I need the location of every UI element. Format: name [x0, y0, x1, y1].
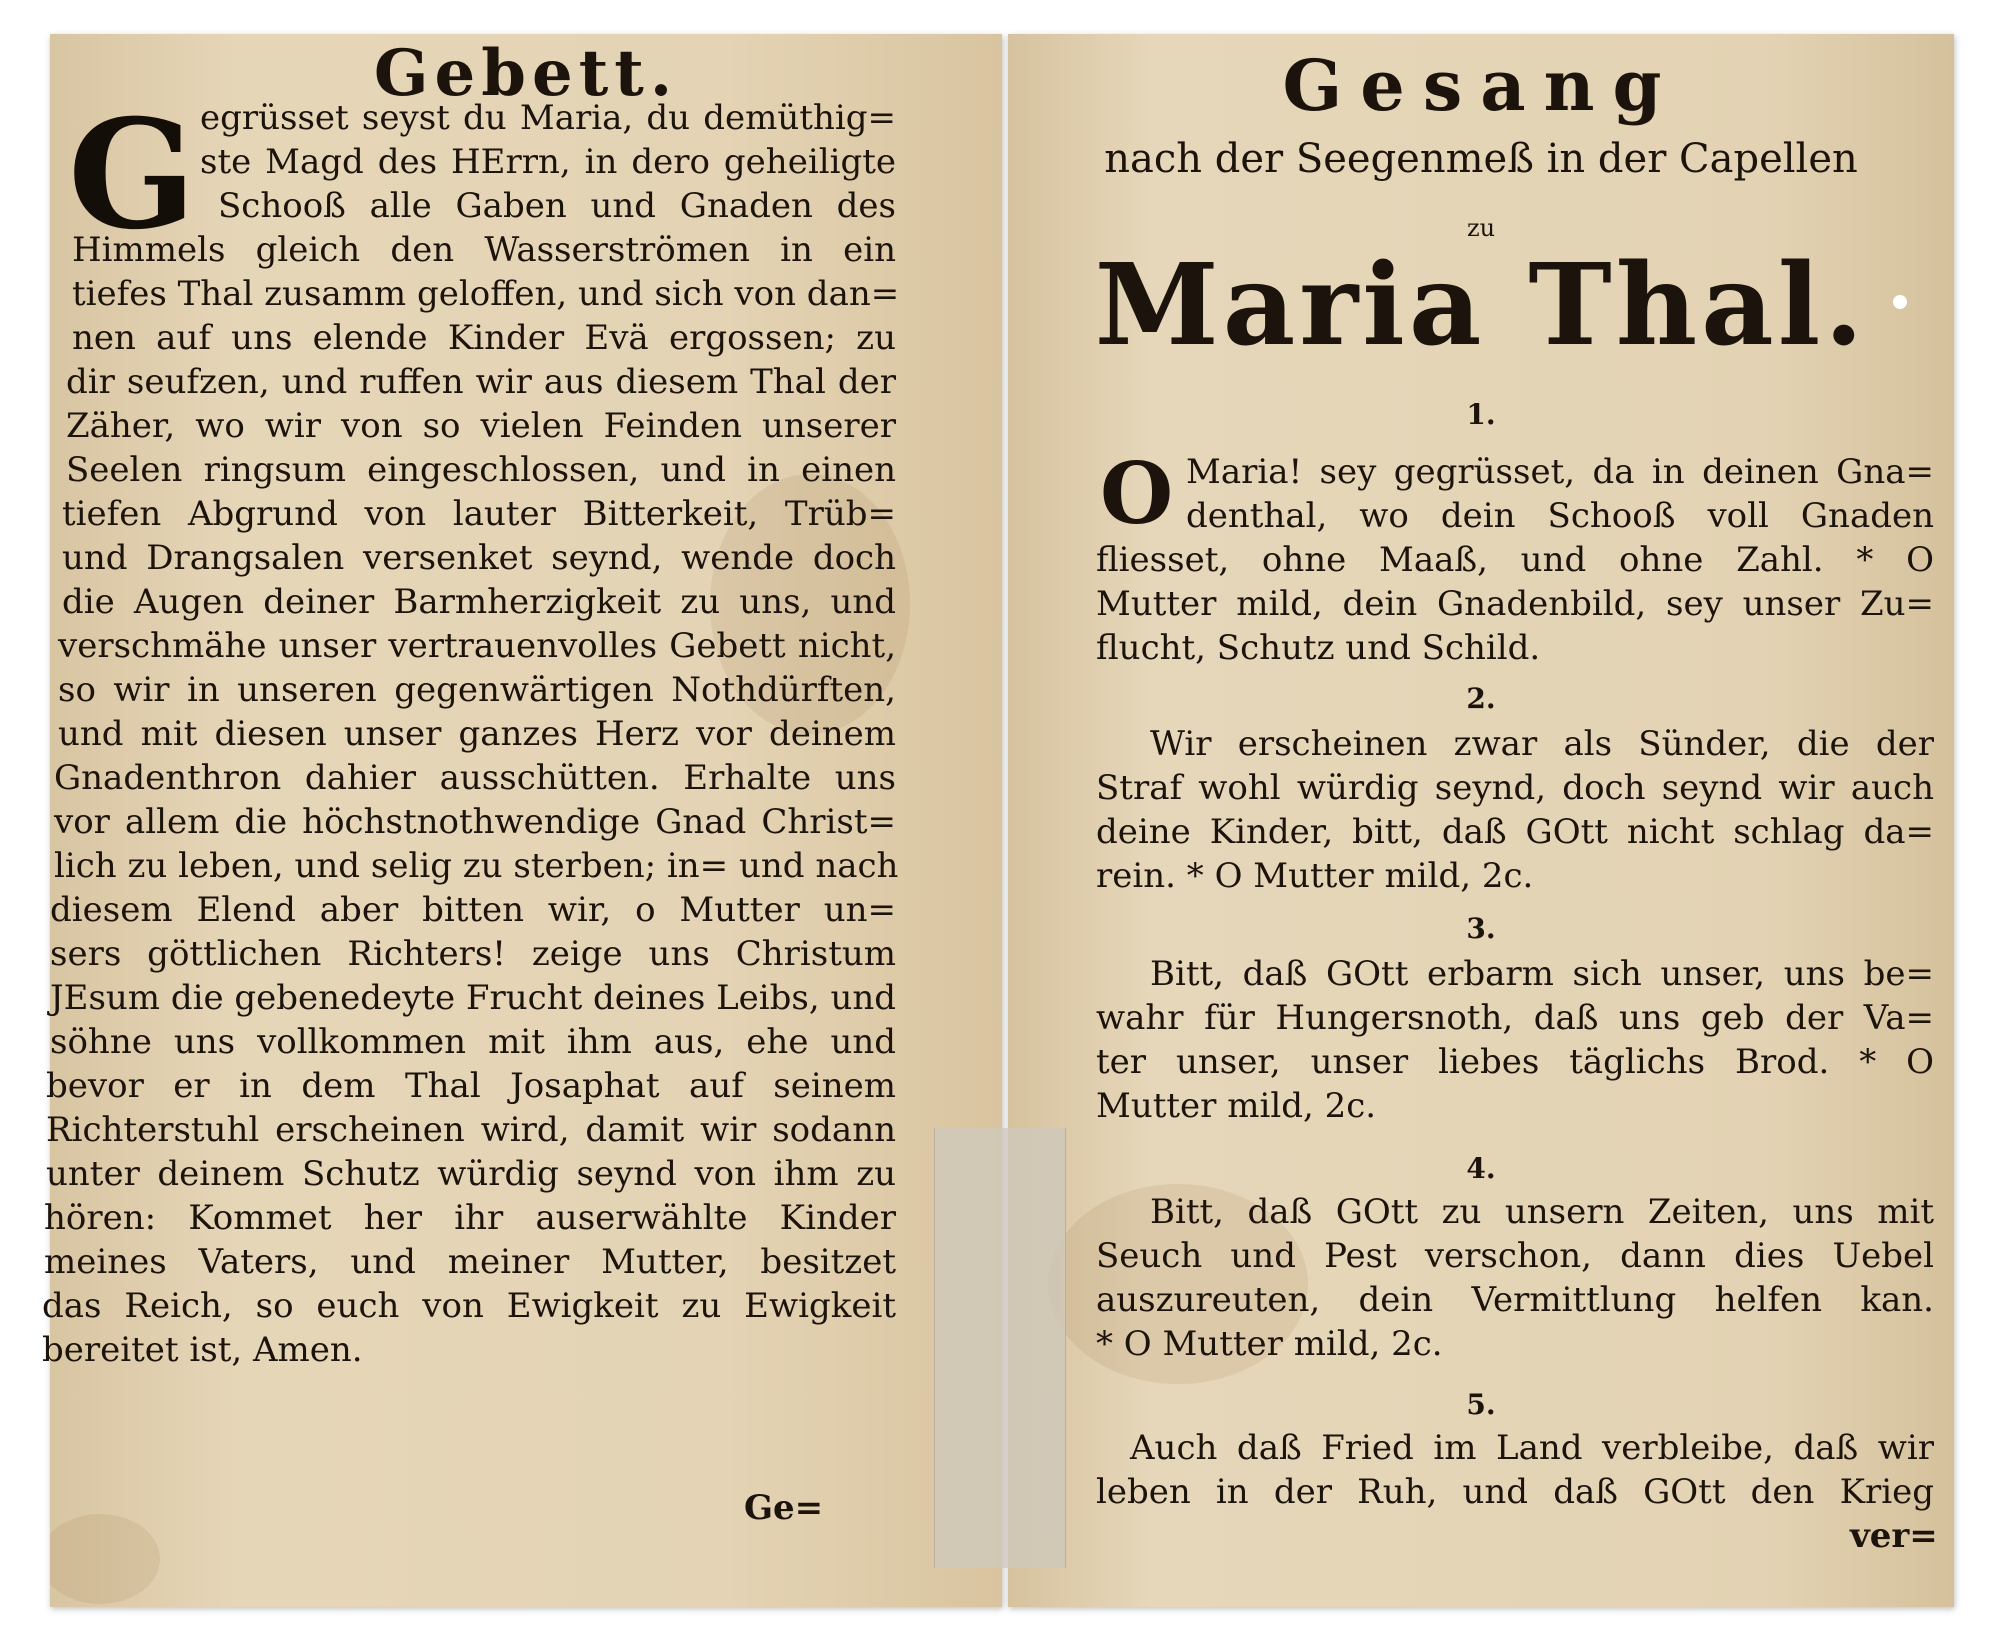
- verse-line: Bitt, daß GOtt erbarm sich unser, uns be=: [1150, 954, 1934, 994]
- text-line: die Augen deiner Barmherzigkeit zu uns, und: [62, 582, 896, 622]
- page-subtitle: nach der Seegenmeß in der Capellen: [1104, 136, 1858, 182]
- text-line: hören: Kommet her ihr auserwählte Kinder: [44, 1198, 896, 1238]
- verse-line: Mutter mild, 2c.: [1096, 1086, 1377, 1126]
- text-line: diesem Elend aber bitten wir, o Mutter un=: [50, 890, 896, 930]
- verse-line: ter unser, unser liebes täglichs Brod. * O: [1096, 1042, 1934, 1082]
- verse-line: auszureuten, dein Vermittlung helfen kan.: [1096, 1280, 1934, 1320]
- verse-line: rein. * O Mutter mild, 2c.: [1096, 856, 1534, 896]
- text-line: tiefen Abgrund von lauter Bitterkeit, Trüb=: [62, 494, 896, 534]
- subtitle-zu: zu: [1466, 214, 1496, 242]
- verse-line: wahr für Hungersnoth, daß uns geb der Va=: [1096, 998, 1934, 1038]
- verse-number: 4.: [1466, 1152, 1496, 1185]
- verse-line: flucht, Schutz und Schild.: [1096, 628, 1541, 668]
- verse-line: denthal, wo dein Schooß voll Gnaden: [1186, 496, 1934, 536]
- text-line: nen auf uns elende Kinder Evä ergossen; zu: [72, 318, 896, 358]
- catchword-right: ver=: [1850, 1516, 1938, 1556]
- verse-line: Straf wohl würdig seynd, doch seynd wir auch: [1096, 768, 1934, 808]
- verse-line: Auch daß Fried im Land verbleibe, daß wir: [1130, 1428, 1934, 1468]
- initial-o: O: [1100, 444, 1174, 543]
- dropcap-initial: G: [67, 87, 197, 263]
- text-line: so wir in unseren gegenwärtigen Nothdürften,: [58, 670, 896, 710]
- text-line: dir seufzen, und ruffen wir aus diesem Thal der: [66, 362, 896, 402]
- text-line-last: bereitet ist, Amen.: [42, 1330, 363, 1370]
- text-line: das Reich, so euch von Ewigkeit zu Ewigkeit: [42, 1286, 896, 1326]
- page-title-gebett: Gebett.: [373, 36, 679, 111]
- text-line: Gnadenthron dahier ausschütten. Erhalte uns: [54, 758, 896, 798]
- text-line: Zäher, wo wir von so vielen Feinden unserer: [66, 406, 896, 446]
- text-line: lich zu leben, und selig zu sterben; in= und nach: [54, 846, 899, 886]
- verse-line: Maria! sey gegrüsset, da in deinen Gna=: [1186, 452, 1934, 492]
- verse-line: Bitt, daß GOtt zu unsern Zeiten, uns mit: [1150, 1192, 1934, 1232]
- verse-number: 5.: [1466, 1388, 1496, 1421]
- verse-line: Seuch und Pest verschon, dann dies Uebel: [1096, 1236, 1934, 1276]
- verse-line: leben in der Ruh, und daß GOtt den Krieg: [1096, 1472, 1934, 1512]
- text-line: und Drangsalen versenket seynd, wende doch: [62, 538, 896, 578]
- text-line: unter deinem Schutz würdig seynd von ihm zu: [46, 1154, 896, 1194]
- page-title-gesang: Gesang: [1282, 44, 1680, 127]
- verse-number: 2.: [1466, 682, 1496, 715]
- text-line: bevor er in dem Thal Josaphat auf seinem: [46, 1066, 896, 1106]
- verse-line: Mutter mild, dein Gnadenbild, sey unser Zu=: [1096, 584, 1934, 624]
- verse-number: 1.: [1466, 398, 1496, 431]
- text-line: sers göttlichen Richters! zeige uns Christum: [50, 934, 896, 974]
- text-line: Himmels gleich den Wasserströmen in ein: [72, 230, 896, 270]
- verse-line: Wir erscheinen zwar als Sünder, die der: [1150, 724, 1934, 764]
- catchword-left: Ge=: [744, 1488, 824, 1528]
- text-line: Seelen ringsum eingeschlossen, und in einen: [66, 450, 896, 490]
- verse-line: * O Mutter mild, 2c.: [1096, 1324, 1443, 1364]
- text-line: egrüsset seyst du Maria, du demüthig=: [200, 98, 896, 138]
- verse-line: deine Kinder, bitt, daß GOtt nicht schlag da=: [1096, 812, 1934, 852]
- text-line: ste Magd des HErrn, in dero geheiligte: [200, 142, 896, 182]
- text-line: verschmähe unser vertrauenvolles Gebett nicht,: [58, 626, 896, 666]
- verse-line: fliesset, ohne Maaß, und ohne Zahl. * O: [1096, 540, 1934, 580]
- text-line: und mit diesen unser ganzes Herz vor deinem: [58, 714, 896, 754]
- text-line: tiefes Thal zusamm geloffen, und sich von dan=: [72, 274, 900, 314]
- text-line: meines Vaters, und meiner Mutter, besitzet: [44, 1242, 896, 1282]
- text-line: vor allem die höchstnothwendige Gnad Christ=: [54, 802, 896, 842]
- place-title: Maria Thal.: [1094, 240, 1868, 371]
- text-line: Schooß alle Gaben und Gnaden des: [218, 186, 896, 226]
- text-line: Richterstuhl erscheinen wird, damit wir sodann: [46, 1110, 896, 1150]
- verse-number: 3.: [1466, 912, 1496, 945]
- text-line: JEsum die gebenedeyte Frucht deines Leibs, und: [50, 978, 897, 1018]
- text-line: söhne uns vollkommen mit ihm aus, ehe und: [50, 1022, 896, 1062]
